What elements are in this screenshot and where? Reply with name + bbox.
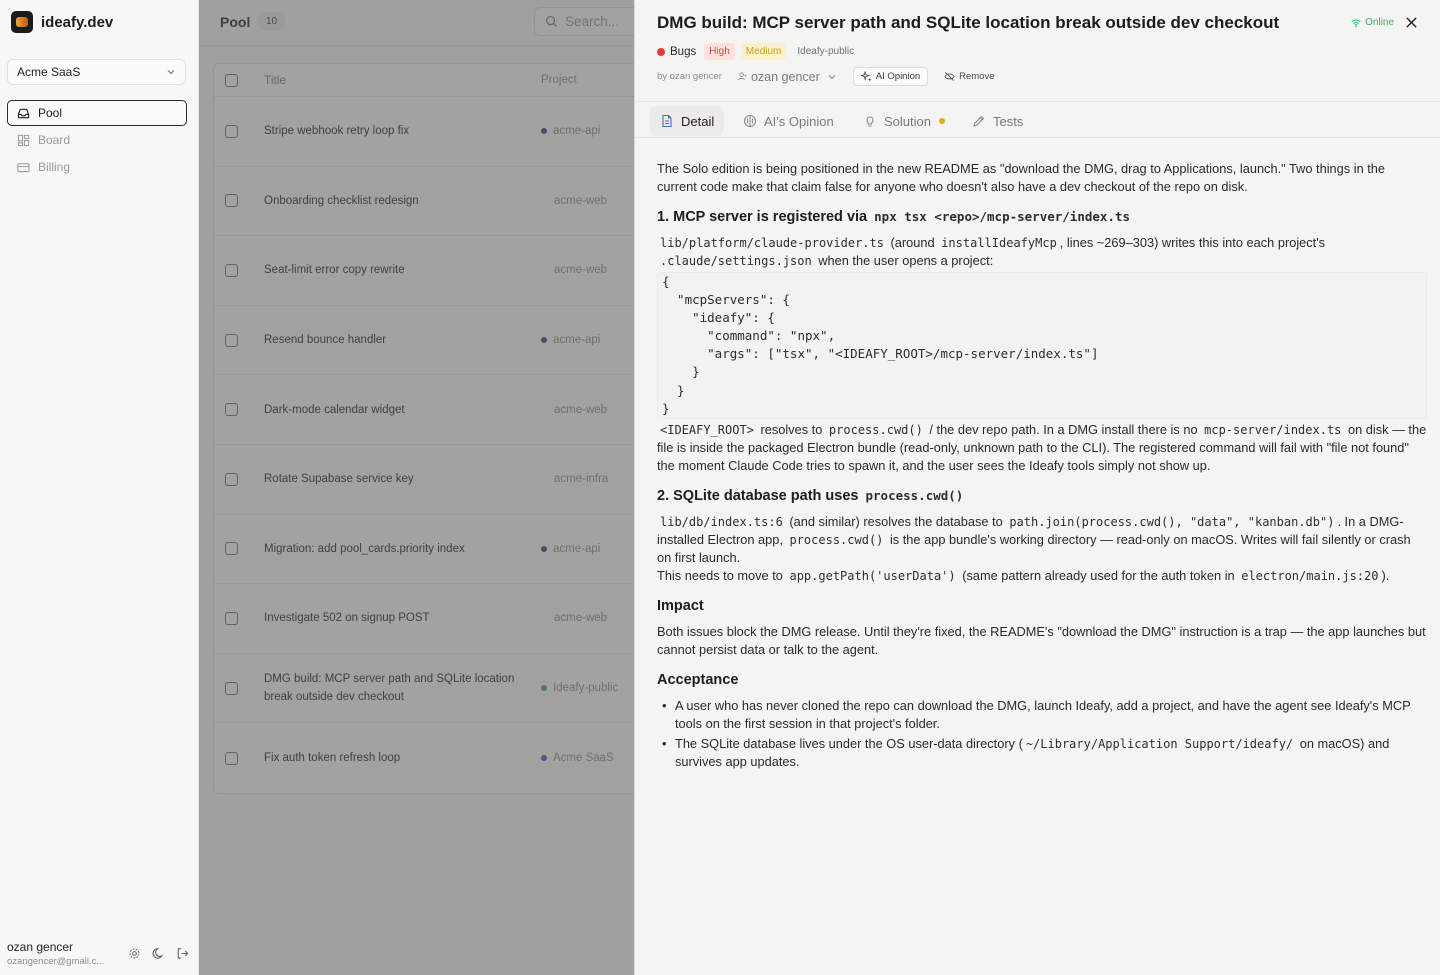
sidebar [0,0,199,975]
sidebar-item-billing[interactable] [7,154,187,180]
tab-label: AI's Opinion [764,113,834,129]
inline-code: installIdeafyMcp [941,236,1057,250]
user-icon [738,72,747,81]
text: (same pattern already used for the auth token in [958,567,1239,583]
paragraph: Both issues block the DMG release. Until they're fixed, the README's "download the DMG" instruction is a trap — the app launches but cannot persist data or talk to the agent. [657,623,1426,657]
list-item [657,735,1427,771]
board-icon [17,134,30,147]
user-email: ozangencer@gmail.c... [7,956,105,967]
inline-code: electron/main.js:20 [1241,568,1379,583]
workspace-name: Acme SaaS [17,65,81,79]
remove-label: Remove [959,71,995,82]
document-icon [660,114,674,128]
category-label: Bugs [670,45,697,58]
user-name: ozan gencer [7,940,74,954]
text: ). [1381,567,1390,583]
pool-view [199,0,634,975]
inline-code: lib/platform/claude-provider.ts [660,236,884,250]
connection-status [1351,17,1394,28]
inline-code: .claude/settings.json [660,254,812,268]
lightbulb-icon [863,114,877,128]
tab-tests[interactable] [962,106,1033,136]
moon-icon[interactable] [152,947,165,960]
list-item: • A user who has never cloned the repo can download the DMG, launch Ideafy, add a project, and have the agent see Ideafy's MCP tools on the first session in that project's folder. [657,697,1427,733]
section-heading [657,208,1427,226]
category-tag[interactable] [657,46,696,58]
project-tag[interactable]: Ideafy-public [797,46,855,57]
unread-dot-icon [939,118,945,124]
text: when the user opens a project: [814,253,994,268]
workspace-select[interactable] [7,59,186,85]
bug-dot-icon [657,48,665,56]
chevron-down-icon [166,67,176,77]
heading-text: 1. MCP server is registered via [657,209,872,225]
app-name: ideafy.dev [41,13,114,31]
inline-code: lib/db/index.ts:6 [660,514,783,529]
text: . In a DMG-installed Electron app, [657,513,1404,547]
sidebar-item-board[interactable] [7,127,187,153]
paragraph [657,234,1427,270]
text: (and similar) resolves the database to [785,513,1007,529]
detail-content [657,160,1427,773]
text: , lines ~269–303) writes this into each project's [1059,235,1326,250]
wifi-icon [1351,18,1361,28]
app-logo-icon [11,11,33,33]
text: on macOS) and survives app updates. [675,735,1390,769]
sidebar-item-pool[interactable] [7,100,187,126]
gear-icon[interactable] [128,947,141,960]
card-meta [657,67,1003,86]
ai-opinion-button[interactable] [853,67,928,86]
pencil-icon [972,114,986,128]
sidebar-item-label: Billing [38,160,71,174]
paragraph [657,567,1427,585]
author-text: by ozan gencer [657,71,722,82]
section-heading: Acceptance [657,671,739,688]
heading-text: 2. SQLite database path uses [657,487,863,504]
inline-code: process.cwd() [789,532,884,547]
tab-label: Detail [681,113,715,129]
chevron-down-icon [827,72,837,82]
text: This needs to move to [657,567,787,583]
tab-detail[interactable] [650,106,724,136]
paragraph [657,513,1427,567]
card-title: DMG build: MCP server path and SQLite location break outside dev checkout [657,13,1280,32]
detail-tabs [635,101,1440,138]
sidebar-nav [7,100,187,181]
sidebar-item-label: Board [38,133,71,147]
assignee-select[interactable] [730,67,845,86]
inline-code: path.join(process.cwd(), "data", "kanban.db") [1009,514,1335,529]
assignee-name: ozan gencer [750,69,820,84]
priority-badge[interactable]: High [704,43,735,60]
card-tags [657,43,859,60]
text: The SQLite database lives under the OS user-data directory ( [675,735,1023,751]
intro-paragraph: The Solo edition is being positioned in the new README as "download the DMG, drag to Applications, launch." Two things in the current code make that claim false for anyone who doesn't also have a dev checkout of the repo on disk. [657,161,1386,194]
inline-code: ~/Library/Application Support/ideafy/ [1025,736,1294,751]
section-heading: Impact [657,597,704,614]
status-text: Online [1365,17,1394,28]
sidebar-item-label: Pool [38,106,63,120]
ai-opinion-label: AI Opinion [875,71,921,82]
inbox-icon [17,107,30,120]
text: is the app bundle's working directory — read-only on macOS. Writes will fail silently or crash on first launch. [657,531,1411,565]
text: / the dev repo path. In a DMG install there is no [925,421,1202,437]
sparkles-icon [861,71,872,82]
detail-panel [634,0,1440,975]
tab-ai-opinion[interactable] [733,106,844,136]
tab-label: Solution [884,113,931,129]
brand[interactable] [11,11,113,33]
paragraph [657,421,1427,475]
inline-code: <IDEAFY_ROOT> [660,422,754,437]
tab-solution[interactable] [853,106,955,136]
eye-off-icon [944,71,955,82]
text: on disk — the file is inside the packaged Electron bundle (read-only, unknown path to the CLI). The registered command will fail with "file not found" the moment Claude Code tries to spawn it, and the user sees the Ideafy tools simply not show up. [657,421,1427,473]
acceptance-list [657,697,1427,771]
card-icon [17,161,30,174]
text: resolves to [756,421,826,437]
complexity-badge[interactable]: Medium [741,43,787,60]
user-actions [128,947,189,960]
logout-icon[interactable] [176,947,189,960]
inline-code: process.cwd() [828,422,923,437]
close-icon[interactable] [1405,16,1418,29]
section-heading [657,487,1427,505]
tab-label: Tests [993,113,1024,129]
code-block: { "mcpServers": { "ideafy": { "command": "npx", "args": ["tsx", "<IDEAFY_ROOT>/mcp-server/index.ts"] } } } [657,272,1427,419]
inline-code: app.getPath('userData') [789,568,956,583]
heading-code: npx tsx <repo>/mcp-server/index.ts [874,209,1131,224]
brain-icon [743,114,757,128]
inline-code: mcp-server/index.ts [1204,422,1342,437]
text: (around [886,235,939,250]
remove-button[interactable] [936,67,1002,86]
heading-code: process.cwd() [865,487,964,503]
